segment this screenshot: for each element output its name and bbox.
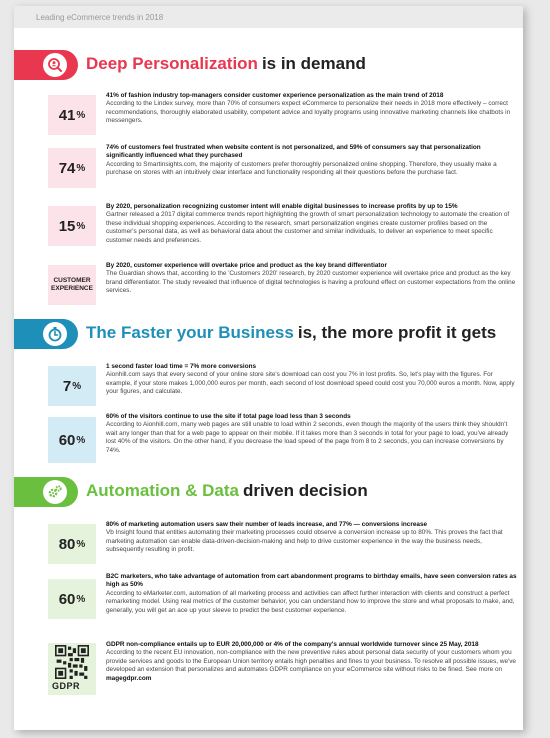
stat-title: B2C marketers, who take advantage of automation from cart abandonment programs to birthday emails, have seen conversion rates as high as 50% bbox=[106, 573, 517, 589]
stat-title: 60% of the visitors continue to use the site if total page load less than 3 seconds bbox=[106, 413, 351, 420]
stat-text: Gartner released a 2017 digital commerce trends report highlighting the growth of smart personalization technology to automate the creation of these individual shopping experiences. According to the research, smart personalization engines create customer profiles based on the customer's personal data, as well as behavioral data about the customer and similar individuals, to deliver an experience to meet specific customer needs and preferences. bbox=[106, 211, 510, 244]
section-title: Deep Personalization is in demand bbox=[86, 54, 366, 73]
stat-badge: 15 % bbox=[48, 206, 96, 246]
stat-text: According to Aionhill.com, many web pages are still unable to load within 2 seconds, even though the majority of the users think they shouldn't wait any longer than that for a web page to appear on their mobile. If it takes more than 3 seconds in total for your page to load, you've already lost 40% of the visitors. On the other hand, if you decrease the load speed of the page from 8 to 2 seconds, you can increase conversions by 74%. bbox=[106, 421, 509, 454]
section-tab bbox=[14, 319, 78, 349]
section-personalization bbox=[14, 50, 523, 295]
section-tab bbox=[14, 50, 78, 80]
stat-badge: 60 % bbox=[48, 579, 96, 619]
section-automation bbox=[14, 477, 523, 691]
stat-text: According to Smartinsights.com, the majority of customers prefer thoroughly personalized online shopping. Therefore, they usually make a purchase on stores with an intuitively clear interface and functionality responding all their questions before the purchase fact. bbox=[106, 160, 497, 177]
stat-title: By 2020, personalization recognizing customer intent will enable digital businesses to increase profits by up to 15% bbox=[106, 203, 458, 210]
stat-title: GDPR non-compliance entails up to EUR 20,000,000 or 4% of the company's annual worldwide turnover since 25 May, 2018 bbox=[106, 641, 479, 648]
stat-text: Aionhill.com says that every second of your online store site's download can cost you 7% in lost profits. So, let's play with the figures. For example, if your store makes 1,000,000 euros per month, each second of lost download speed could cost you 70,000 euros a month. Now, apply your figures, and calculate. bbox=[106, 371, 515, 396]
gears-icon bbox=[43, 480, 67, 504]
stat-badge: 80 % bbox=[48, 524, 96, 564]
qr-code-icon bbox=[54, 645, 90, 679]
stat-text: The Guardian shows that, according to the 'Customers 2020' research, by 2020 customer experience will overtake price and product as the key brand differentiator. The study revealed that influence of digital technologies is having a profound effect on customer expectations from the online services. bbox=[106, 270, 516, 295]
stat-text: According to the Lindex survey, more than 70% of consumers expect eCommerce to personalize their needs in 2018 more effectively – correct recommendations, thoroughly elaborated usability, competent advice and loyalty programs using innovative marketing channels like chatbots in messengers. bbox=[106, 100, 511, 125]
stat-title: 80% of marketing automation users saw their number of leads increase, and 77% — conversions increase bbox=[106, 521, 428, 528]
stat-text: According to eMarketer.com, automation of all marketing process and activities can affect further interaction with clients and construct a perfect remarketing model. Using real metrics of the customer behavior, you can understand how to improve the store and what proposals to make, and, generally, you will get an ace up your sleeve to predict the best customer experience. bbox=[106, 589, 515, 614]
stat-title: 41% of fashion industry top-managers consider customer experience personalization as the main trend of 2018 bbox=[106, 92, 444, 99]
section-title: The Faster your Business is, the more profit it gets bbox=[86, 323, 497, 342]
infographic-page bbox=[14, 6, 523, 730]
search-person-icon bbox=[43, 53, 67, 77]
stat-title: By 2020, customer experience will overtake price and product as the key brand differentiator bbox=[106, 262, 387, 269]
stat-badge: 60 % bbox=[48, 417, 96, 463]
section-tab bbox=[14, 477, 78, 507]
stat-title: 1 second faster load time = 7% more conversions bbox=[106, 363, 257, 370]
magegdpr-link[interactable]: magegdpr.com bbox=[106, 674, 152, 682]
section-speed bbox=[14, 319, 523, 454]
stat-badge: 41 % bbox=[48, 95, 96, 135]
stat-badge: 74 % bbox=[48, 148, 96, 188]
stat-title: 74% of customers feel frustrated when website content is not personalized, and 59% of consumers say that personalization significantly influenced what they purchased bbox=[106, 144, 481, 160]
stat-text: According to the recent EU innovation, non-compliance with the new preventive rules about personal data security of your customers whom you provide services and goods to the European Union territory entails high penalties and fines to your business. To resolve all possible issues, we've developed an extension that personalizes and automates GDPR compliance on your eCommerce site without risks to be fined. See more on magegdpr.com bbox=[106, 649, 516, 682]
stat-badge: 7 % bbox=[48, 366, 96, 406]
stopwatch-icon bbox=[43, 322, 67, 346]
page-header: Leading eCommerce trends in 2018 bbox=[14, 6, 523, 28]
stat-text: Vb Insight found that entities automating their marketing processes could observe a conversion increase up to 80%. This proves the fact that marketing automation can enable data-driven-decision-making and help to drive customer experience in the way the business needs, subsequently resulting in profit. bbox=[106, 529, 503, 554]
section-title: Automation & Data driven decision bbox=[86, 481, 368, 500]
gdpr-badge: GDPR bbox=[48, 643, 96, 695]
stat-badge: CUSTOMER EXPERIENCE bbox=[48, 265, 96, 305]
